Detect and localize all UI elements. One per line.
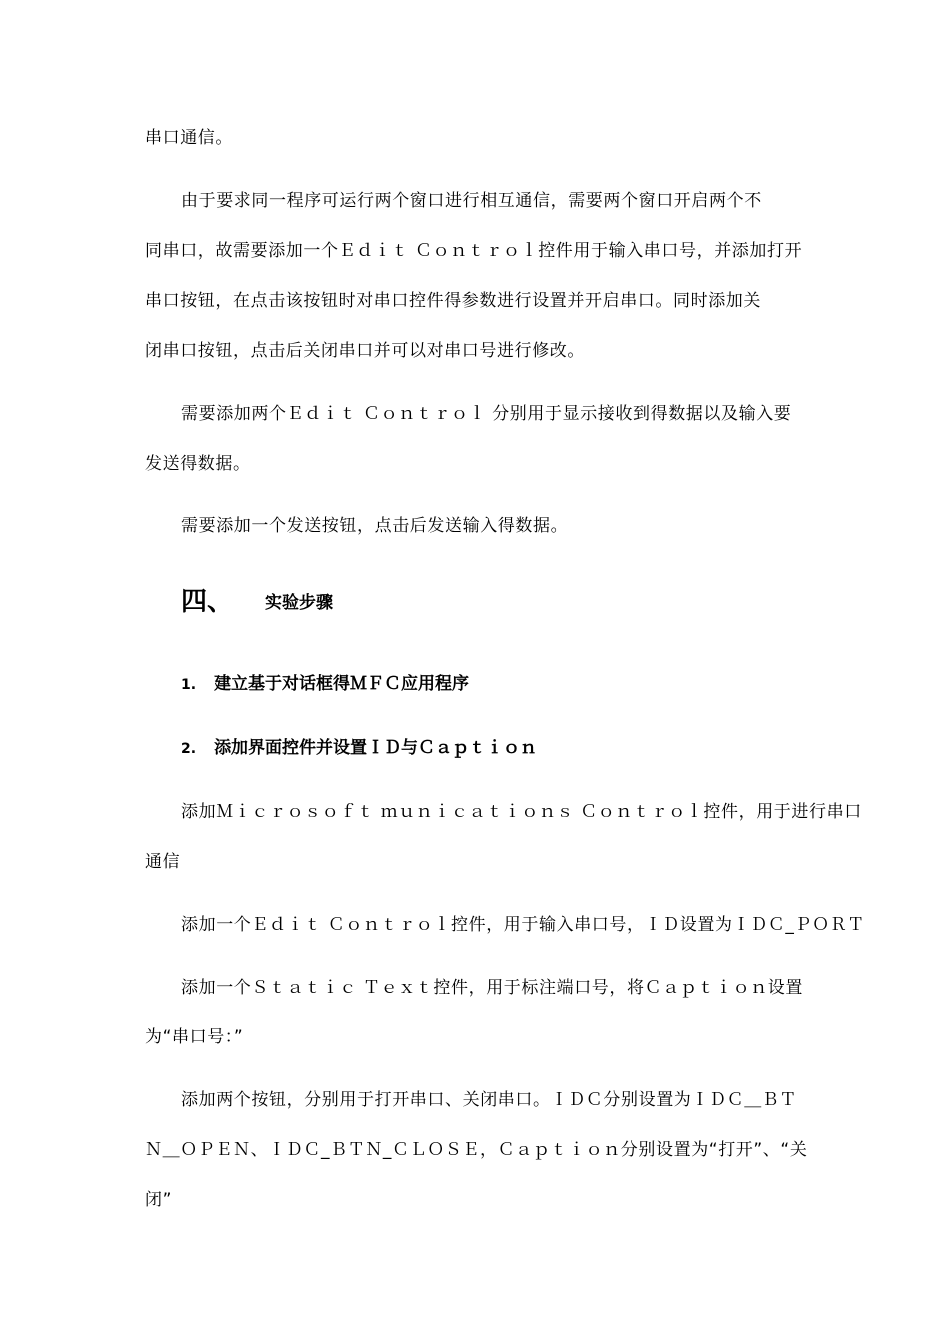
paragraph-3-line-1: 需要添加两个Ｅｄｉｔ Ｃｏｎｔｒｏｌ 分别用于显示接收到得数据以及输入要 [181, 404, 792, 424]
step-2-heading [181, 737, 537, 760]
paragraph-5-line-1: 添加Ｍｉｃｒｏｓｏｆｔ ｍｕｎｉｃａｔｉｏｎｓ Ｃｏｎｔｒｏｌ控件，用于进行串口 [181, 802, 862, 822]
paragraph-7-line-2: 为“串口号：” [145, 1027, 244, 1047]
paragraph-7-line-1: 添加一个Ｓｔａｔｉｃ Ｔｅｘｔ控件，用于标注端口号，将Ｃａｐｔｉｏｎ设置 [181, 978, 804, 998]
paragraph-4: 需要添加一个发送按钮，点击后发送输入得数据。 [181, 516, 569, 536]
section-heading [181, 587, 333, 617]
paragraph-3-line-2: 发送得数据。 [145, 454, 251, 474]
paragraph-5-line-2: 通信 [145, 852, 181, 872]
paragraph-8-line-2: Ｎ＿ＯＰＥＮ、ＩＤＣ_ＢＴＮ_ＣＬＯＳＥ，Ｃａｐｔｉｏｎ分别设置为“打开”、“关 [145, 1140, 808, 1160]
paragraph-2-line-1: 由于要求同一程序可运行两个窗口进行相互通信，需要两个窗口开启两个不 [181, 191, 762, 211]
step-2-number: 2. [181, 741, 197, 757]
paragraph-2-line-3: 串口按钮，在点击该按钮时对串口控件得参数进行设置并开启串口。同时添加关 [145, 291, 761, 311]
step-2-text: 添加界面控件并设置ＩＤ与Ｃａｐｔｉｏｎ [214, 738, 538, 758]
paragraph-2-line-2: 同串口，故需要添加一个Ｅｄｉｔ Ｃｏｎｔｒｏｌ控件用于输入串口号，并添加打开 [145, 241, 803, 261]
paragraph-6: 添加一个Ｅｄｉｔ Ｃｏｎｔｒｏｌ控件，用于输入串口号，ＩＤ设置为ＩＤＣ_ＰＯＲＴ [181, 915, 865, 935]
step-1-heading [181, 673, 469, 696]
section-title: 实验步骤 [265, 593, 334, 613]
paragraph-1-tail: 串口通信。 [145, 128, 233, 148]
paragraph-2-line-4: 闭串口按钮，点击后关闭串口并可以对串口号进行修改。 [145, 341, 585, 361]
step-1-number: 1. [181, 677, 197, 693]
paragraph-8-line-1: 添加两个按钮，分别用于打开串口、关闭串口。ＩＤＣ分别设置为ＩＤＣ＿ＢＴ [181, 1090, 797, 1110]
step-1-text: 建立基于对话框得ＭＦＣ应用程序 [214, 674, 470, 694]
section-number: 四、 [181, 587, 234, 617]
paragraph-8-line-3: 闭” [145, 1190, 173, 1210]
